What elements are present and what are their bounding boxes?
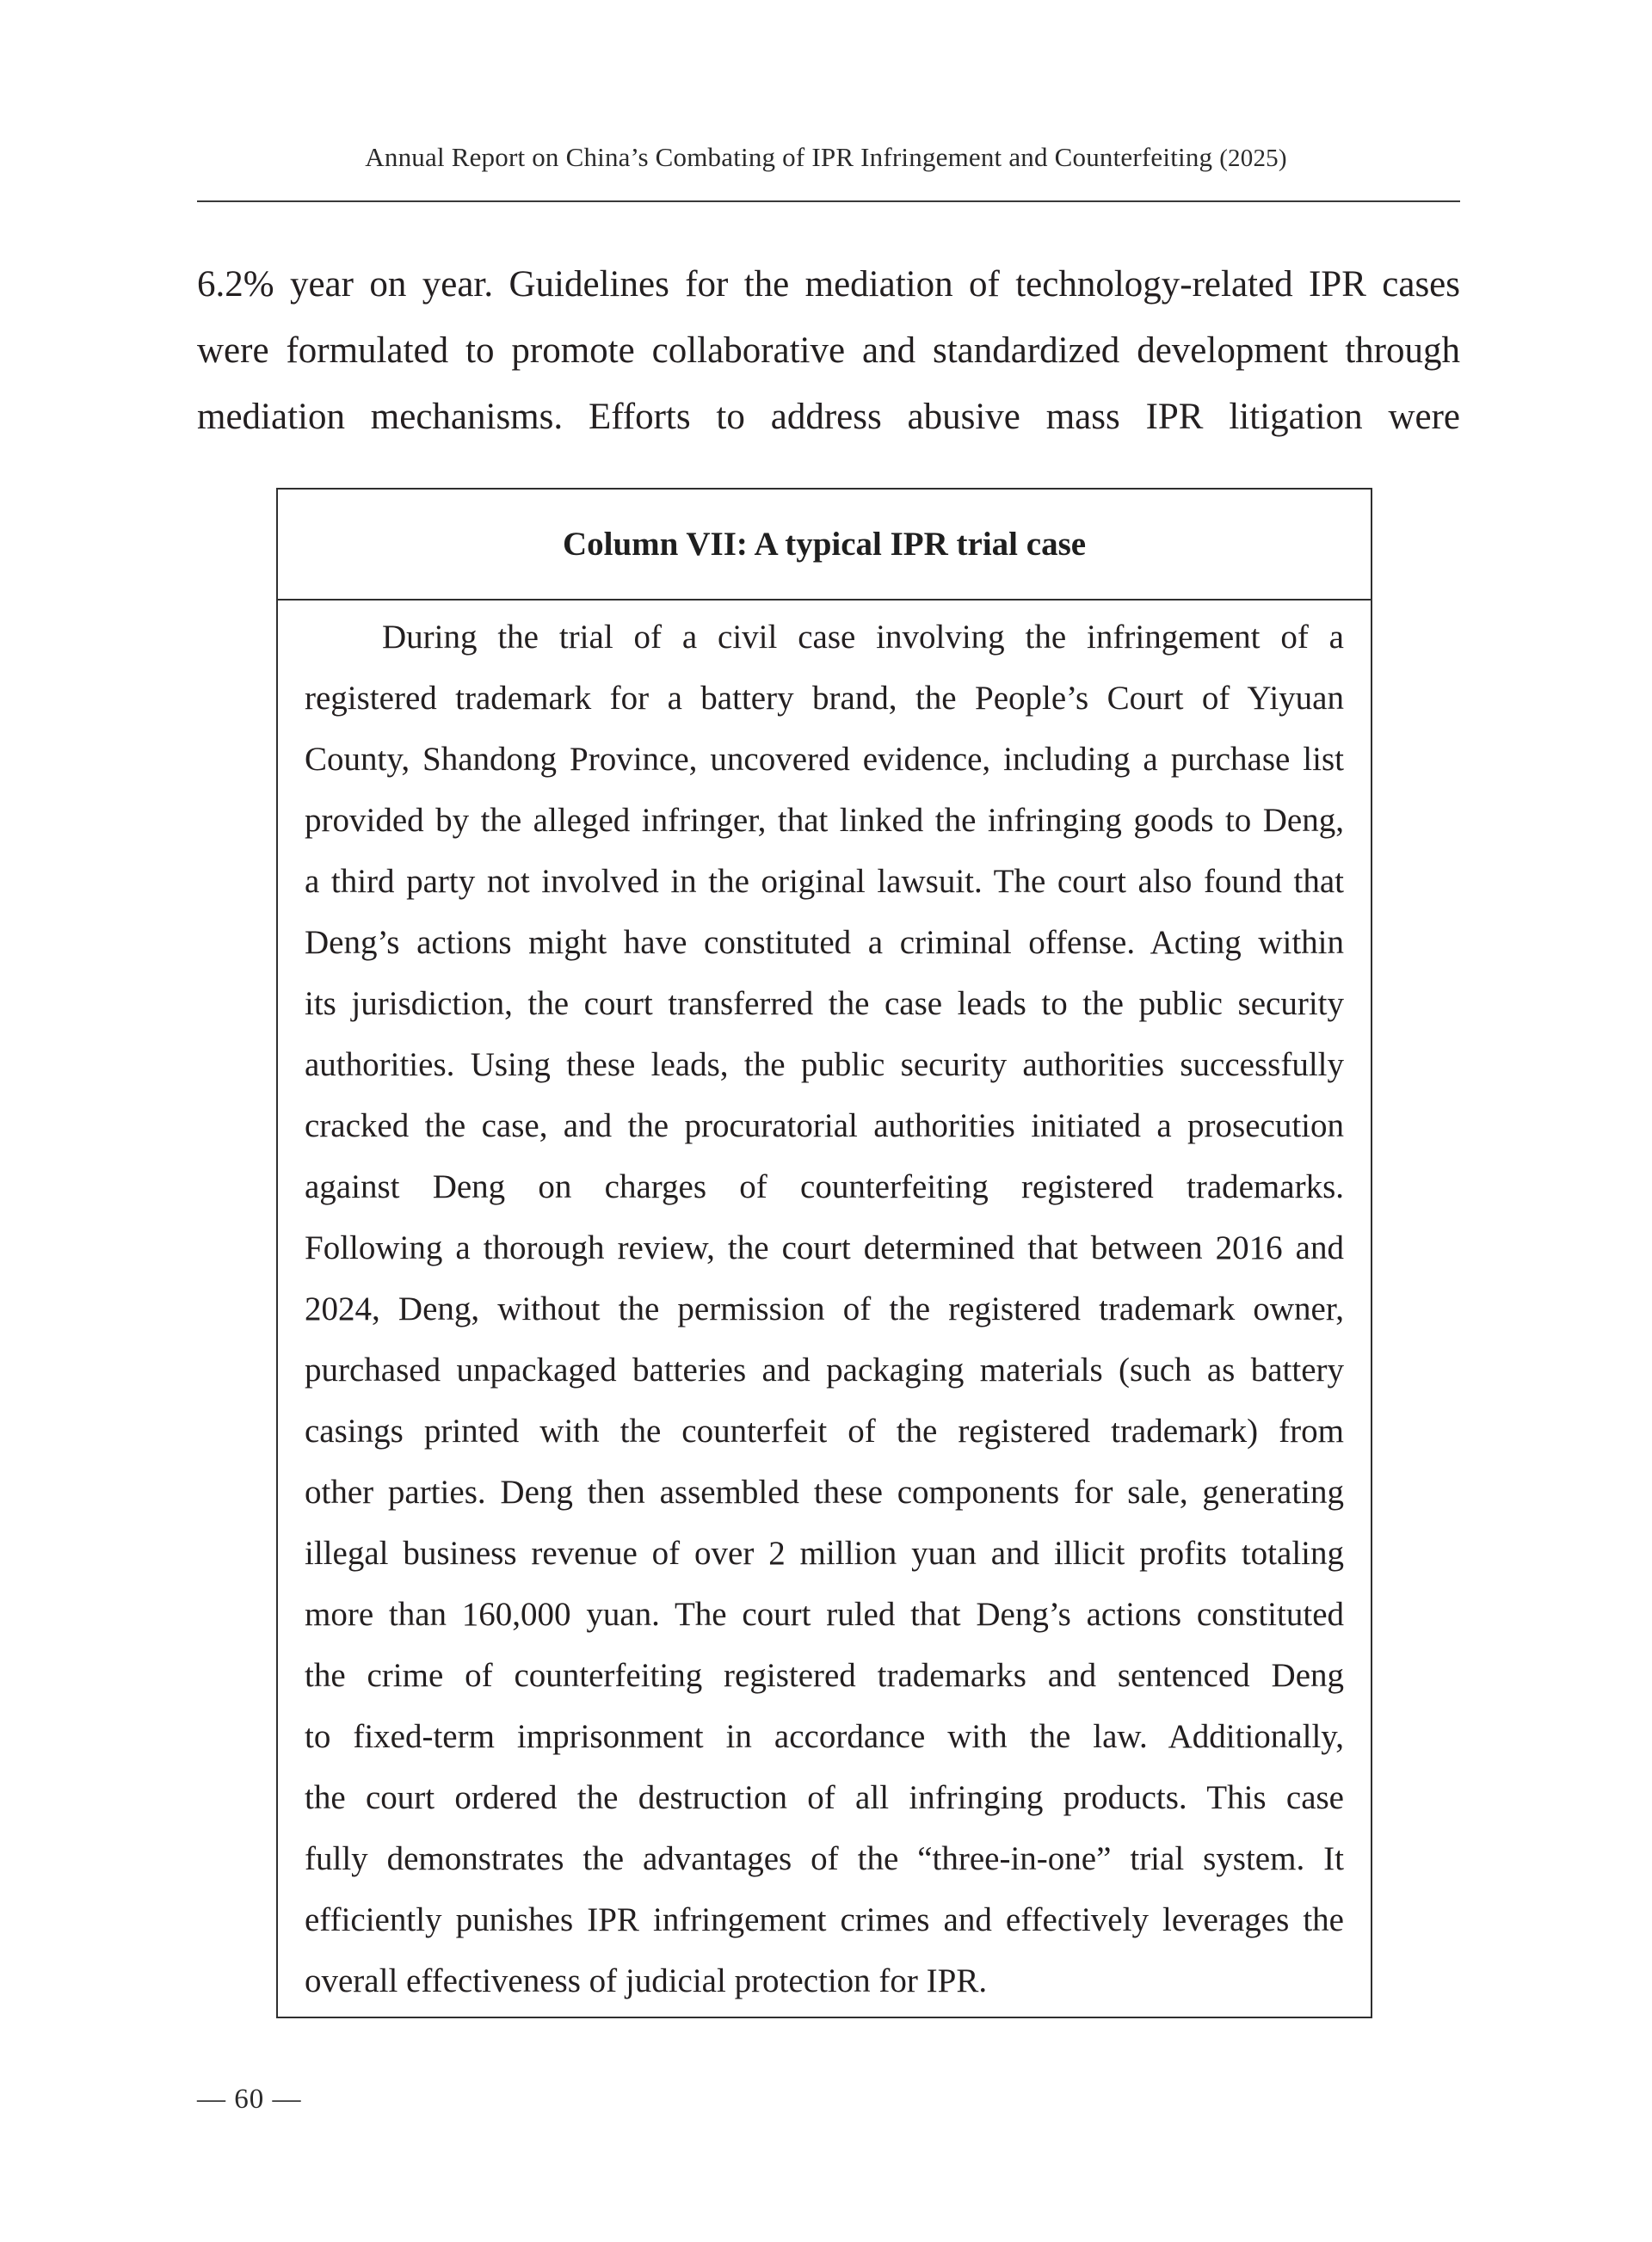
report-title: Annual Report on China’s Combating of IPR Infringement and Counterfeiting — [365, 142, 1213, 172]
column-line: authorities. Using these leads, the public security authorities successfully — [305, 1046, 1344, 1083]
header-rule — [197, 200, 1460, 202]
column-line: more than 160,000 yuan. The court ruled that Deng’s actions constituted — [305, 1596, 1344, 1633]
column-line: Deng’s actions might have constituted a criminal offense. Acting within — [305, 924, 1344, 961]
column-line: casings printed with the counterfeit of the registered trademark) from — [305, 1413, 1344, 1450]
report-year: (2025) — [1219, 145, 1287, 172]
column-line: cracked the case, and the procuratorial authorities initiated a prosecution — [305, 1107, 1344, 1144]
column-title: Column VII: A typical IPR trial case — [562, 526, 1087, 563]
column-line: a third party not involved in the original lawsuit. The court also found that — [305, 863, 1344, 900]
column-line: purchased unpackaged batteries and packaging materials (such as battery — [305, 1352, 1344, 1389]
column-line: provided by the alleged infringer, that linked the infringing goods to Deng, — [305, 802, 1344, 839]
column-line: to fixed-term imprisonment in accordance with the law. Additionally, — [305, 1718, 1344, 1755]
column-box — [276, 488, 1372, 2018]
column-line: County, Shandong Province, uncovered evidence, including a purchase list — [305, 741, 1344, 778]
column-title-cell — [278, 490, 1371, 601]
column-line: 2024, Deng, without the permission of the registered trademark owner, — [305, 1290, 1344, 1327]
running-header — [198, 142, 1454, 173]
column-body — [305, 607, 1344, 2011]
column-line: Following a thorough review, the court determined that between 2016 and — [305, 1229, 1344, 1266]
column-line: the court ordered the destruction of all infringing products. This case — [305, 1779, 1344, 1816]
column-line: other parties. Deng then assembled these components for sale, generating — [305, 1474, 1344, 1511]
column-line: against Deng on charges of counterfeiting registered trademarks. — [305, 1168, 1344, 1205]
body-line: were formulated to promote collaborative and standardized development through — [197, 330, 1460, 371]
body-line: 6.2% year on year. Guidelines for the mediation of technology-related IPR cases — [197, 264, 1460, 305]
body-paragraph — [197, 251, 1460, 450]
column-line: During the trial of a civil case involving the infringement of a — [382, 619, 1344, 656]
page-number: — 60 — — [197, 2084, 302, 2115]
column-line: overall effectiveness of judicial protection for IPR. — [305, 1962, 988, 1999]
column-line: registered trademark for a battery brand, the People’s Court of Yiyuan — [305, 680, 1344, 717]
column-line: fully demonstrates the advantages of the “three-in-one” trial system. It — [305, 1840, 1344, 1877]
column-line: the crime of counterfeiting registered trademarks and sentenced Deng — [305, 1657, 1344, 1694]
column-line: its jurisdiction, the court transferred the case leads to the public security — [305, 985, 1344, 1022]
body-line: mediation mechanisms. Efforts to address abusive mass IPR litigation were — [197, 397, 1460, 437]
column-line: illegal business revenue of over 2 million yuan and illicit profits totaling — [305, 1535, 1344, 1572]
column-line: efficiently punishes IPR infringement crimes and effectively leverages the — [305, 1901, 1344, 1938]
